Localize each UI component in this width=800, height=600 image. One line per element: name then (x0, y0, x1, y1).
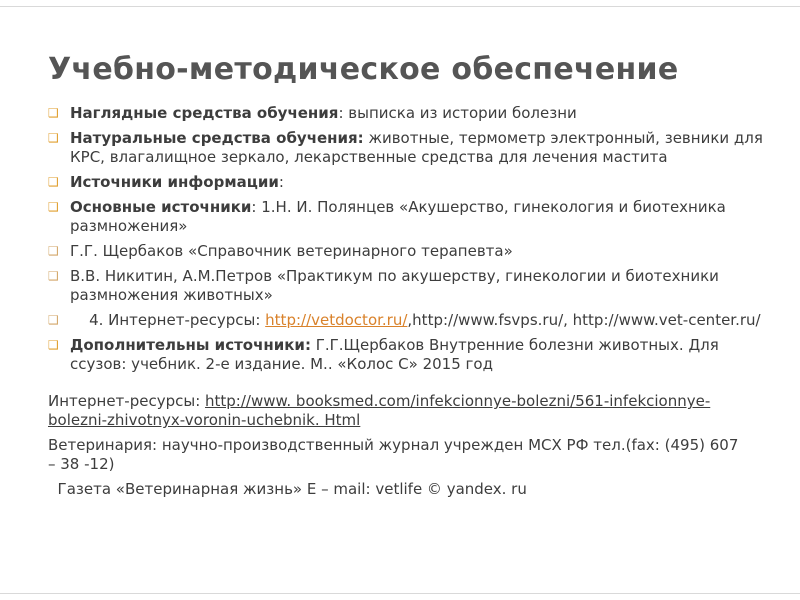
hollow-bullet-icon: ❑ (48, 269, 59, 283)
journal-paragraph: Ветеринария: научно-производственный журнал учрежден МСХ РФ тел.(fax: (495) 607 – 38 -12) (48, 436, 739, 473)
item-label: Основные источники (70, 198, 252, 216)
list-item-visual-aids (48, 104, 768, 123)
item-text: В.В. Никитин, А.М.Петров «Практикум по акушерству, гинекологии и биотехники размножения животных» (70, 267, 719, 304)
item-text: : 1.Н. И. Полянцев «Акушерство, гинекология и биотехника размножения» (70, 198, 726, 235)
list-item-additional-sources (48, 336, 768, 374)
newspaper-paragraph: Газета «Ветеринарная жизнь» E – mail: vetlife © yandex. ru (48, 480, 527, 498)
slide-content (48, 104, 768, 380)
slide-title: Учебно-методическое обеспечение (48, 52, 679, 87)
slide-bottom-border (0, 593, 800, 600)
list-item-internet-resources (48, 311, 768, 330)
item-text: : (278, 173, 284, 191)
item-text: : выписка из истории болезни (338, 104, 577, 122)
vetdoctor-link[interactable]: http://vetdoctor.ru/ (265, 311, 408, 329)
item-label: Наглядные средства обучения (70, 104, 339, 122)
list-item-shcherbakov (48, 242, 768, 261)
bullet-icon: ❑ (48, 200, 59, 214)
bullet-icon: ❑ (48, 338, 59, 352)
item-label: Дополнительны источники: (70, 336, 311, 354)
item-label: Источники информации (70, 173, 279, 191)
bullet-icon: ❑ (48, 131, 59, 145)
booksmed-link[interactable]: http://www. booksmed.com/infekcionnye-bolezni/561-infekcionnye-bolezni-zhivotnyx-voronin-uchebnik. Html (48, 392, 711, 429)
item-text: Г.Г. Щербаков «Справочник ветеринарного терапевта» (70, 242, 513, 260)
list-item-natural-aids (48, 129, 768, 167)
bullet-icon: ❑ (48, 106, 59, 120)
extra-sources (48, 392, 748, 505)
list-item-info-sources (48, 173, 768, 192)
list-item-main-sources (48, 198, 768, 236)
internet-resources-paragraph (48, 392, 748, 430)
bullet-icon: ❑ (48, 175, 59, 189)
slide-top-border (0, 0, 800, 7)
item-text: животные, термометр электронный, зевники для КРС, влагалищное зеркало, лекарственные средства для лечения мастита (70, 129, 763, 166)
item-text: Г.Г.Щербаков Внутренние болезни животных. Для ссузов: учебник. 2-е издание. М.. «Колос С» 2015 год (70, 336, 719, 373)
hollow-bullet-icon: ❑ (48, 244, 59, 258)
list-item-nikitin (48, 267, 768, 305)
paragraph-prefix: Интернет-ресурсы: (48, 392, 206, 410)
item-prefix: 4. Интернет-ресурсы: (70, 311, 266, 329)
item-label: Натуральные средства обучения: (70, 129, 364, 147)
hollow-bullet-icon: ❑ (48, 313, 59, 327)
item-suffix: ,http://www.fsvps.ru/, http://www.vet-center.ru/ (407, 311, 761, 329)
